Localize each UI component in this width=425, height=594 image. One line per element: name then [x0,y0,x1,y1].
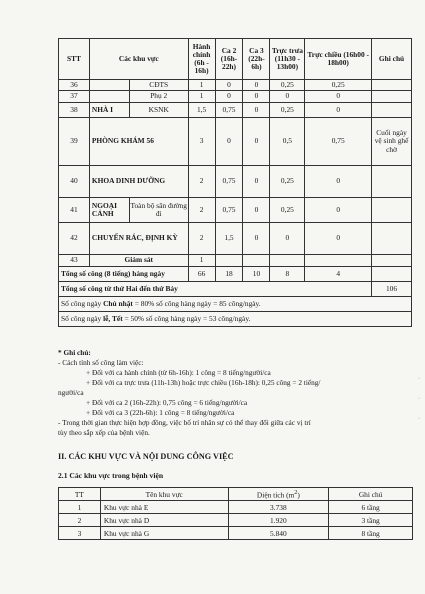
cell-truc-trua [270,255,305,267]
cell-sub: Phụ 2 [129,91,188,103]
cell-stt: 40 [59,166,90,198]
col-header-name: Tên khu vực [100,488,228,501]
cell-ca3: 0 [243,91,270,103]
notes-line: tùy theo sắp xếp của bệnh viện. [58,428,150,437]
table-row [59,501,413,514]
cell-truc-chieu: 0 [305,223,372,255]
col-header-tt: TT [59,488,101,501]
cell-truc-chieu: 0 [305,166,372,198]
cell-truc-chieu: 0,25 [305,80,372,91]
table-row [59,198,412,223]
cell-ca3: 0 [243,223,270,255]
total-truc-chieu: 4 [305,267,372,282]
cell-hc: 1,5 [188,103,215,118]
cell-hc: 3 [188,118,215,166]
cell-stt: 41 [59,198,90,223]
table-row [59,514,413,527]
col-header-note: Ghi chú [329,488,413,501]
table-row [59,223,412,255]
total-hc: 66 [188,267,215,282]
cell-note [372,80,412,91]
cell-area-value: 1.920 [228,514,329,527]
notes-line: + Đối với ca 3 (22h-6h): 1 công = 8 tiếng/người/ca [86,408,235,417]
cell-note: 8 tầng [329,527,413,540]
cell-area [89,91,129,103]
red-mark: · [418,376,420,382]
red-mark: · [418,396,420,402]
weekday-value: 106 [372,282,412,297]
cell-area: NGOẠI CẢNH [89,198,129,223]
col-header-area: Các khu vực [89,39,188,80]
cell-ca2 [215,255,243,267]
sunday-text [59,297,412,312]
holiday-row [59,312,412,327]
cell-note [372,103,412,118]
cell-hc: 1 [188,91,215,103]
total-row [59,267,412,282]
cell-note: 3 tầng [329,514,413,527]
cell-ca2: 1,5 [215,223,243,255]
cell-note: 6 tầng [329,501,413,514]
col-header-truc-chieu: Trực chiều (16h00 - 18h00) [305,39,372,80]
total-truc-trua: 8 [270,267,305,282]
cell-area-value: 5.840 [228,527,329,540]
cell-stt: 39 [59,118,90,166]
cell-area: Giám sát [89,255,188,267]
col-header-truc-trua: Trực trưa (11h30 - 13h00) [270,39,305,80]
notes-line: + Đối với ca hành chính (từ 6h-16h): 1 công = 8 tiếng/người/ca [86,368,271,377]
cell-truc-trua: 0 [270,223,305,255]
cell-truc-chieu: 0 [305,198,372,223]
cell-note [372,255,412,267]
cell-truc-trua: 0,25 [270,103,305,118]
table-row [59,118,412,166]
sunday-bold: Chủ nhật [103,298,133,308]
cell-ca2: 0 [215,91,243,103]
staffing-table [58,38,412,327]
cell-sub: Toàn bộ sân đường đi [129,198,188,223]
holiday-bold: lễ, Tết [103,313,123,323]
total-label: Tổng số công (8 tiếng) hàng ngày [59,267,189,282]
cell-sub: KSNK [129,103,188,118]
table-row [59,91,412,103]
cell-note [372,198,412,223]
cell-hc: 1 [188,80,215,91]
weekday-row [59,282,412,297]
sunday-prefix: Số công ngày [61,298,104,308]
holiday-prefix: Số công ngày [61,313,104,323]
cell-area: KHOA DINH DƯỠNG [89,166,188,198]
cell-name: Khu vực nhà D [100,514,228,527]
area-header-sup: 2 [294,489,298,496]
cell-hc: 2 [188,223,215,255]
cell-stt: 36 [59,80,90,91]
cell-note: Cuối ngày vệ sinh ghế chờ [372,118,412,166]
cell-truc-chieu: 0 [305,103,372,118]
cell-truc-trua: 0,25 [270,166,305,198]
col-header-hc: Hành chính (6h - 16h) [188,39,215,80]
cell-ca2: 0,75 [215,198,243,223]
cell-tt: 1 [59,501,101,514]
area-header-text: Diện tích (m [256,490,295,500]
cell-ca3 [243,255,270,267]
total-ca2: 18 [215,267,243,282]
notes-line: - Cách tính số công làm việc: [58,358,144,367]
table-row [59,80,412,91]
col-header-stt: STT [59,39,90,80]
cell-name: Khu vực nhà G [100,527,228,540]
cell-ca3: 0 [243,198,270,223]
table-row [59,166,412,198]
cell-tt: 2 [59,514,101,527]
notes-line: người/ca [58,388,84,397]
cell-truc-trua: 0 [270,91,305,103]
cell-area: PHÒNG KHÁM 56 [89,118,188,166]
notes-block [58,348,414,438]
cell-truc-chieu: 0,75 [305,118,372,166]
cell-name: Khu vực nhà E [100,501,228,514]
cell-tt: 3 [59,527,101,540]
cell-hc: 1 [188,255,215,267]
area-header-close: ) [297,490,300,500]
cell-stt: 38 [59,103,90,118]
cell-stt: 43 [59,255,90,267]
cell-area: CHUYỂN RÁC, ĐỊNH KỲ [89,223,188,255]
cell-hc: 2 [188,198,215,223]
col-header-note: Ghi chú [372,39,412,80]
table-row [59,255,412,267]
total-ca3: 10 [243,267,270,282]
cell-area [89,80,129,91]
holiday-suffix: = 50% số công hàng ngày = 53 công/ngày. [122,313,251,323]
cell-truc-trua: 0,25 [270,198,305,223]
cell-note [372,267,412,282]
notes-title: * Ghi chú: [58,348,91,357]
cell-ca2: 0 [215,80,243,91]
weekday-label: Tổng số công từ thứ Hai đến thứ Bảy [59,282,372,297]
cell-ca2: 0,75 [215,103,243,118]
section-heading: II. CÁC KHU VỰC VÀ NỘI DUNG CÔNG VIỆC [58,452,234,461]
cell-note [372,91,412,103]
holiday-text [59,312,412,327]
table-header-row [59,488,413,501]
cell-area: NHÀ I [89,103,129,118]
cell-area-value: 3.738 [228,501,329,514]
table-row [59,527,413,540]
col-header-ca2: Ca 2 (16h- 22h) [215,39,243,80]
col-header-area [228,488,329,501]
notes-line: + Đối với ca trực trưa (11h-13h) hoặc trực chiều (16h-18h): 0,25 công = 2 tiếng/ [86,378,321,387]
cell-truc-trua: 0,5 [270,118,305,166]
notes-line: + Đối với ca 2 (16h-22h): 0,75 công = 6 tiếng/người/ca [86,398,248,407]
cell-ca2: 0 [215,118,243,166]
col-header-ca3: Ca 3 (22h- 6h) [243,39,270,80]
cell-stt: 42 [59,223,90,255]
notes-line: - Trong thời gian thực hiện hợp đồng, việc bố trí nhân sự có thể thay đổi giữa các vị trí [58,418,311,427]
cell-ca3: 0 [243,118,270,166]
subsection-heading: 2.1 Các khu vực trong bệnh viện [58,471,164,480]
cell-ca3: 0 [243,166,270,198]
sunday-suffix: = 80% số công hàng ngày = 85 công/ngày. [132,298,261,308]
cell-stt: 37 [59,91,90,103]
red-mark: · [418,416,420,422]
cell-sub: CĐTS [129,80,188,91]
cell-ca3: 0 [243,80,270,91]
cell-note [372,166,412,198]
sunday-row [59,297,412,312]
area-table [58,487,413,540]
cell-truc-chieu: 0 [305,91,372,103]
table-header-row [59,39,412,80]
cell-hc: 2 [188,166,215,198]
cell-note [372,223,412,255]
cell-ca3: 0 [243,103,270,118]
cell-truc-trua: 0,25 [270,80,305,91]
cell-ca2: 0,75 [215,166,243,198]
table-row [59,103,412,118]
cell-truc-chieu [305,255,372,267]
